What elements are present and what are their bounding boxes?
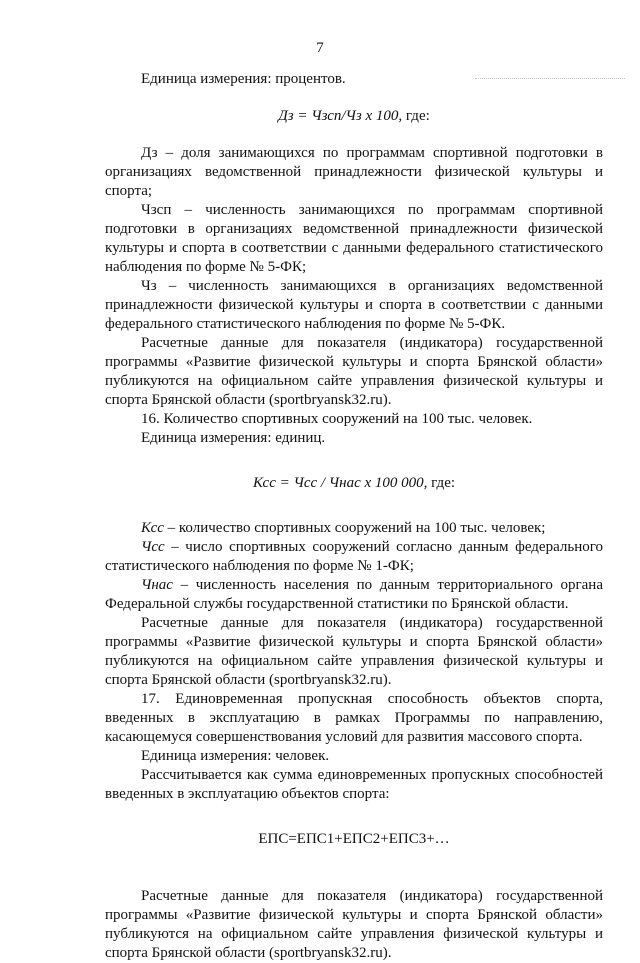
formula-eps: ЕПС=ЕПС1+ЕПС2+ЕПС3+… (258, 831, 450, 847)
indicator-17-heading: 17. Единовременная пропускная способность объектов спорта, введенных в эксплуатацию в рамках Программы по направлению, касающемуся совершенствования условий для развития массового спорта. (105, 691, 603, 745)
definition-chss-text: – число спортивных сооружений согласно данным федерального статистического наблюдения по форме № 1-ФК; (105, 539, 603, 574)
indicator-16-heading: 16. Количество спортивных сооружений на 100 тыс. человек. (141, 411, 533, 427)
published-note-2: Расчетные данные для показателя (индикатора) государственной программы «Развитие физической культуры и спорта Брянской области» публикуются на официальном сайте управления физической культуры и спорта Брянской области (sportbryansk32.ru). (105, 615, 603, 688)
page-number: 7 (316, 40, 324, 56)
formula-kss (105, 474, 603, 493)
formula-dz (105, 107, 603, 126)
definition-dz: Дз – доля занимающихся по программам спортивной подготовки в организациях ведомственной принадлежности физической культуры и спорта; (105, 145, 603, 199)
definition-chz: Чз – численность занимающихся в организациях ведомственной принадлежности физической культуры и спорта в соответствии с данными федерального статистического наблюдения по форме № 5-ФК. (105, 278, 603, 332)
definition-chzsp: Чзсп – численность занимающихся по программам спортивной подготовки в организациях ведомственной принадлежности физической культуры и спорта в соответствии с данными федерального статистического наблюдения по форме № 5-ФК; (105, 202, 603, 275)
unit-line-percent: Единица измерения: процентов. (141, 71, 346, 87)
definition-chnas-term: Чнас (141, 577, 173, 593)
definition-kss-text: – количество спортивных сооружений на 100 тыс. человек; (163, 520, 546, 536)
definition-chnas (105, 576, 603, 614)
definition-kss (105, 519, 603, 538)
formula-dz-expression: Дз = Чзсп/Чз х 100, (278, 108, 403, 124)
published-note-1: Расчетные данные для показателя (индикатора) государственной программы «Развитие физической культуры и спорта Брянской области» публикуются на официальном сайте управления физической культуры и спорта Брянской области (sportbryansk32.ru). (105, 335, 603, 408)
unit-line-people: Единица измерения: человек. (141, 748, 330, 764)
formula-dz-suffix: где: (405, 108, 430, 124)
definition-chnas-text: – численность населения по данным территориального органа Федеральной службы государственной статистики по Брянской области. (105, 577, 603, 612)
definition-chss-term: Чсс (141, 539, 165, 555)
definition-kss-term: Ксс (141, 520, 164, 536)
document-body (105, 70, 603, 963)
calculation-line: Рассчитывается как сумма единовременных пропускных способностей введенных в эксплуатацию объектов спорта: (105, 767, 603, 802)
published-note-3: Расчетные данные для показателя (индикатора) государственной программы «Развитие физической культуры и спорта Брянской области» публикуются на официальном сайте управления физической культуры и спорта Брянской области (sportbryansk32.ru). (105, 888, 603, 961)
formula-kss-expression: Ксс = Чсс / Чнас х 100 000, (252, 475, 428, 491)
unit-line-units: Единица измерения: единиц. (141, 430, 326, 446)
formula-kss-suffix: где: (427, 475, 456, 491)
definition-chss (105, 538, 603, 576)
